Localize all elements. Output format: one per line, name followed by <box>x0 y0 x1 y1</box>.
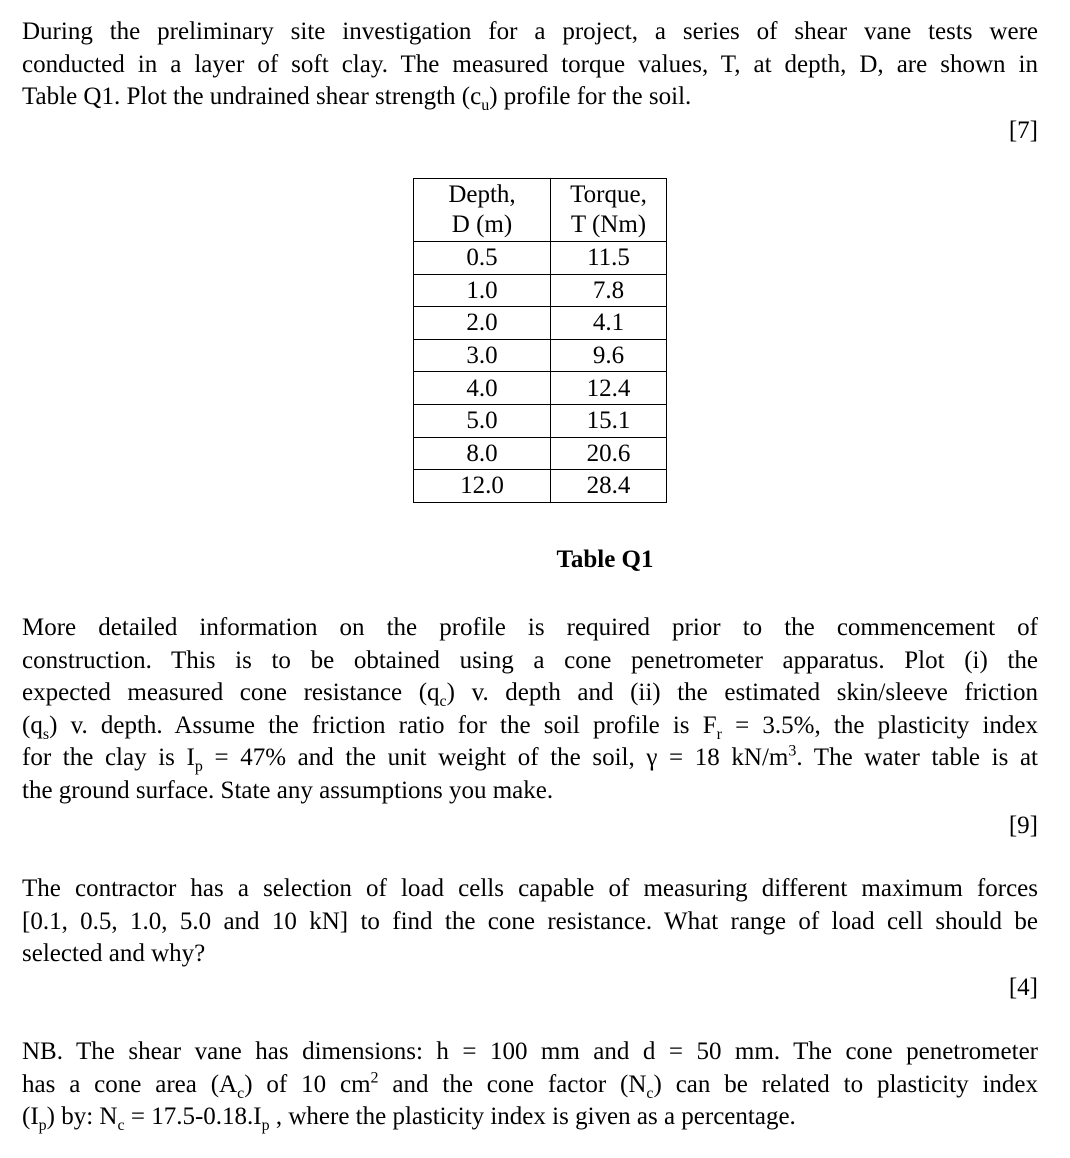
table-row <box>414 372 667 405</box>
depth-cell: 5.0 <box>414 404 551 437</box>
part2-line-3b: ) v. depth and (ii) the estimated skin/sleeve friction <box>446 679 1038 706</box>
nb-paragraph <box>22 1036 1038 1134</box>
depth-cell: 12.0 <box>414 470 551 503</box>
table-row <box>414 437 667 470</box>
header-depth-line1: Depth, <box>448 181 516 208</box>
header-depth-line2: D (m) <box>451 211 513 238</box>
ac-subscript: c <box>237 1084 245 1102</box>
nb-line-3d: , where the plasticity index is given as a percentage. <box>269 1103 796 1130</box>
part2-line-4c: = 3.5%, the plasticity index <box>721 711 1038 739</box>
marks-part3: [4] <box>1008 974 1038 1001</box>
part2-line-4a: (q <box>22 711 43 739</box>
qs-subscript: s <box>42 725 50 743</box>
depth-cell: 8.0 <box>414 437 551 470</box>
qc-subscript: c <box>439 693 447 710</box>
nb-line-1: NB. The shear vane has dimensions: h = 100 mm and d = 50 mm. The cone penetrometer <box>22 1038 1038 1065</box>
part2-line-3 <box>22 677 1038 710</box>
depth-cell: 0.5 <box>414 242 551 275</box>
depth-cell: 4.0 <box>414 372 551 405</box>
nb-line-2d: ) can be related to plasticity index <box>653 1070 1039 1098</box>
nb-line-2b: ) of 10 cm <box>244 1070 371 1098</box>
part3-paragraph <box>22 873 1038 971</box>
intro-line-3-end: ) profile for the soil. <box>489 83 692 110</box>
torque-cell: 12.4 <box>551 372 667 405</box>
nb-line-3b: ) by: N <box>46 1103 118 1130</box>
table-row <box>414 274 667 307</box>
table-row <box>414 307 667 340</box>
nb-line-3a: (I <box>22 1103 39 1130</box>
part2-line-2: construction. This is to be obtained using a cone penetrometer apparatus. Plot (i) the <box>22 646 1038 674</box>
torque-cell: 11.5 <box>551 242 667 275</box>
header-torque <box>551 179 667 242</box>
intro-line-2: conducted in a layer of soft clay. The measured torque values, T, at depth, D, are shown in <box>22 50 1038 78</box>
part2-line-4b: ) v. depth. Assume the friction ratio for the soil profile is F <box>49 711 717 739</box>
header-torque-line2: T (Nm) <box>570 211 647 238</box>
part2-line-3a: expected measured cone resistance (q <box>22 679 440 706</box>
part2-line-5b: = 47% and the unit weight of the soil, γ = 18 kN/m <box>202 744 789 771</box>
nc-subscript-2: c <box>117 1117 125 1134</box>
torque-cell: 7.8 <box>551 274 667 307</box>
depth-cell: 3.0 <box>414 339 551 372</box>
part2-line-5c: . The water table is at <box>796 744 1039 771</box>
nb-line-3c: = 17.5-0.18.I <box>124 1103 262 1130</box>
nb-line-2a: has a cone area (A <box>22 1070 238 1098</box>
part2-line-1: More detailed information on the profile is required prior to the commencement of <box>22 614 1038 641</box>
table-row <box>414 242 667 275</box>
torque-cell: 28.4 <box>551 470 667 503</box>
ip-subscript: p <box>194 758 203 775</box>
table-caption: Table Q1 <box>556 546 654 573</box>
table-row <box>414 404 667 437</box>
part2-line-6: the ground surface. State any assumptions you make. <box>22 776 554 804</box>
nb-line-3 <box>22 1101 1038 1134</box>
table-q1 <box>413 178 667 503</box>
part2-line-4 <box>22 710 1038 743</box>
ip-subscript-3: p <box>261 1117 270 1134</box>
table-header-row <box>414 179 667 242</box>
table-row <box>414 339 667 372</box>
nc-subscript: c <box>646 1084 654 1102</box>
torque-cell: 9.6 <box>551 339 667 372</box>
nb-line-2c: and the cone factor (N <box>378 1070 647 1098</box>
cm2-superscript: 2 <box>370 1069 379 1087</box>
part2-paragraph <box>22 612 1038 807</box>
torque-cell: 20.6 <box>551 437 667 470</box>
torque-cell: 4.1 <box>551 307 667 340</box>
intro-line-1: During the preliminary site investigation for a project, a series of shear vane tests were <box>22 18 1038 45</box>
part3-line-3: selected and why? <box>22 940 206 967</box>
marks-part1: [7] <box>1008 117 1038 144</box>
header-depth <box>414 179 551 242</box>
table-row <box>414 470 667 503</box>
intro-paragraph <box>22 16 1038 114</box>
part2-line-5 <box>22 742 1038 775</box>
intro-line-3 <box>22 81 1038 114</box>
part2-line-5a: for the clay is I <box>22 744 195 771</box>
intro-line-3-text: Table Q1. Plot the undrained shear strength (c <box>22 83 482 110</box>
m3-superscript: 3 <box>788 742 797 760</box>
part3-line-1: The contractor has a selection of load cells capable of measuring different maximum forces <box>22 875 1038 902</box>
header-torque-line1: Torque, <box>570 181 647 208</box>
ip-subscript-2: p <box>38 1117 47 1134</box>
torque-cell: 15.1 <box>551 404 667 437</box>
fr-subscript: r <box>716 725 722 743</box>
depth-cell: 1.0 <box>414 274 551 307</box>
part3-line-2: [0.1, 0.5, 1.0, 5.0 and 10 kN] to find the cone resistance. What range of load cell should be <box>22 907 1038 935</box>
cu-subscript: u <box>481 97 490 114</box>
depth-cell: 2.0 <box>414 307 551 340</box>
marks-part2: [9] <box>1008 812 1038 839</box>
nb-line-2 <box>22 1069 1038 1102</box>
